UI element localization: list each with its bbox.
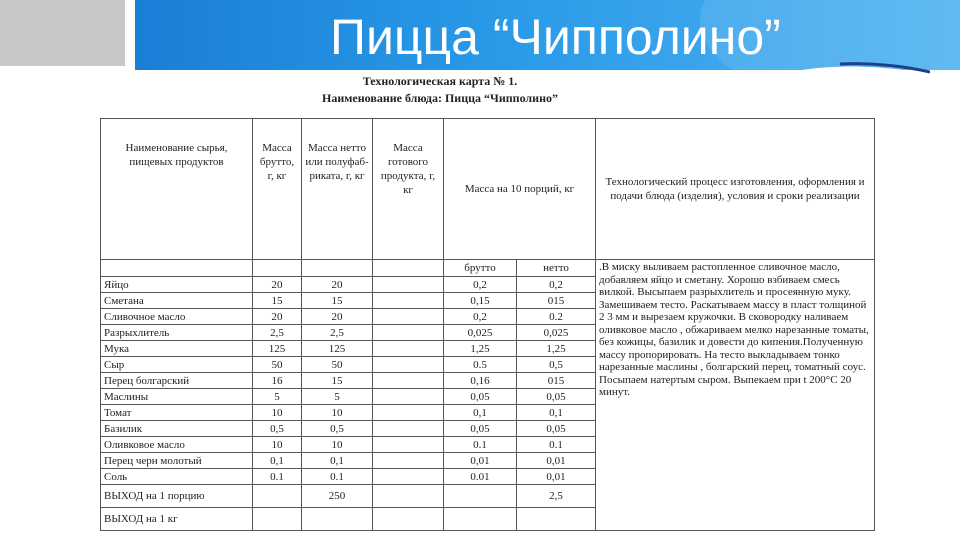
brutto-value: 16 [253, 373, 302, 389]
netto-value: 5 [302, 389, 373, 405]
header-per10: Масса на 10 порций, кг [444, 119, 596, 260]
brutto-value: 15 [253, 293, 302, 309]
brutto10-value: 0,15 [444, 293, 517, 309]
tech-card-title: Технологическая карта № 1. [362, 74, 518, 88]
brutto-value [253, 508, 302, 531]
ready-value [373, 485, 444, 508]
brutto10-value [444, 508, 517, 531]
netto10-value: 2,5 [517, 485, 596, 508]
netto10-value: 0.1 [517, 437, 596, 453]
netto-value: 0.1 [302, 469, 373, 485]
netto10-value: 0.2 [517, 309, 596, 325]
netto-value: 20 [302, 309, 373, 325]
netto10-value [517, 508, 596, 531]
netto10-value: 0,5 [517, 357, 596, 373]
cell-empty [253, 260, 302, 277]
ingredient-name: ВЫХОД на 1 кг [101, 508, 253, 531]
brutto-value: 10 [253, 437, 302, 453]
brutto10-value: 0.5 [444, 357, 517, 373]
ingredient-name: Сливочное масло [101, 309, 253, 325]
brutto-value: 125 [253, 341, 302, 357]
netto10-value: 015 [517, 373, 596, 389]
netto-value: 15 [302, 373, 373, 389]
ready-value [373, 508, 444, 531]
netto10-value: 1,25 [517, 341, 596, 357]
header-process: Технологический процесс изготовления, оформления и подачи блюда (изделия), условия и сроки реализации [596, 119, 875, 260]
ingredient-name: Томат [101, 405, 253, 421]
subheader-netto: нетто [517, 260, 596, 277]
netto10-value: 0,05 [517, 389, 596, 405]
netto10-value: 0,025 [517, 325, 596, 341]
header-name: Наименование сырья, пищевых продуктов [101, 119, 253, 260]
slide-title: Пицца “Чипполино” [330, 9, 781, 65]
ready-value [373, 389, 444, 405]
brutto10-value [444, 485, 517, 508]
header-brutto: Масса брутто, г, кг [253, 119, 302, 260]
netto-value: 50 [302, 357, 373, 373]
brutto10-value: 0,2 [444, 309, 517, 325]
brutto10-value: 0,05 [444, 389, 517, 405]
netto-value: 2,5 [302, 325, 373, 341]
cell-empty [302, 260, 373, 277]
netto-value: 20 [302, 277, 373, 293]
netto10-value: 015 [517, 293, 596, 309]
netto-value: 15 [302, 293, 373, 309]
netto10-value: 0,2 [517, 277, 596, 293]
brutto10-value: 0.01 [444, 469, 517, 485]
netto10-value: 0,1 [517, 405, 596, 421]
ready-value [373, 357, 444, 373]
netto-value: 10 [302, 405, 373, 421]
brutto-value: 0,1 [253, 453, 302, 469]
brutto10-value: 0.1 [444, 437, 517, 453]
ingredient-name: Мука [101, 341, 253, 357]
cell-empty [373, 260, 444, 277]
brutto-value: 20 [253, 309, 302, 325]
ready-value [373, 469, 444, 485]
netto-value [302, 508, 373, 531]
tech-card-table [100, 118, 875, 531]
brutto-value: 0,5 [253, 421, 302, 437]
netto-value: 250 [302, 485, 373, 508]
process-text: .В миску выливаем растопленное сливочное масло, добавляем яйцо и сметану. Хорошо взбиваем смесь вилкой. Высыпаем разрыхлитель и просеянную муку. Замешиваем тесто. Раскатываем массу в пласт толщиной 2 3 мм и вырезаем кружочки. В сковородку наливаем оливковое масло , обжариваем мелко нарезанные томаты, без кожицы, базилик и довести до кипения.Полученную массу пропорировать. На тесто выкладываем тонко нарезанные маслины , болгарский перец, томатный соус. Посыпаем натертым сыром. Выпекаем при t 200°C 20 минут. [596, 260, 875, 531]
netto-value: 0,1 [302, 453, 373, 469]
header-netto: Масса нетто или полуфаб-риката, г, кг [302, 119, 373, 260]
brutto-value [253, 485, 302, 508]
ready-value [373, 309, 444, 325]
brutto10-value: 0,025 [444, 325, 517, 341]
netto-value: 0,5 [302, 421, 373, 437]
brutto10-value: 0,05 [444, 421, 517, 437]
netto10-value: 0,01 [517, 453, 596, 469]
brutto10-value: 0,2 [444, 277, 517, 293]
netto-value: 10 [302, 437, 373, 453]
brutto10-value: 0,16 [444, 373, 517, 389]
header-ready: Масса готового продукта, г, кг [373, 119, 444, 260]
ready-value [373, 293, 444, 309]
brutto-value: 50 [253, 357, 302, 373]
brutto-value: 10 [253, 405, 302, 421]
cell-empty [101, 260, 253, 277]
brutto10-value: 0,1 [444, 405, 517, 421]
netto10-value: 0,05 [517, 421, 596, 437]
ingredient-name: Маслины [101, 389, 253, 405]
ingredient-name: Сметана [101, 293, 253, 309]
ingredient-name: ВЫХОД на 1 порцию [101, 485, 253, 508]
ready-value [373, 405, 444, 421]
brutto10-value: 1,25 [444, 341, 517, 357]
ingredient-name: Соль [101, 469, 253, 485]
ready-value [373, 373, 444, 389]
dish-name: Наименование блюда: Пицца “Чипполино” [321, 91, 558, 105]
ingredient-name: Перец болгарский [101, 373, 253, 389]
brutto10-value: 0,01 [444, 453, 517, 469]
ready-value [373, 341, 444, 357]
ingredient-name: Оливковое масло [101, 437, 253, 453]
subheader-brutto: брутто [444, 260, 517, 277]
ingredient-name: Сыр [101, 357, 253, 373]
ingredient-name: Перец черн молотый [101, 453, 253, 469]
ready-value [373, 421, 444, 437]
netto10-value: 0,01 [517, 469, 596, 485]
brutto-value: 5 [253, 389, 302, 405]
subheader-row [101, 260, 875, 277]
ready-value [373, 277, 444, 293]
brutto-value: 0.1 [253, 469, 302, 485]
ingredient-name: Разрыхлитель [101, 325, 253, 341]
ingredient-name: Яйцо [101, 277, 253, 293]
ready-value [373, 437, 444, 453]
netto-value: 125 [302, 341, 373, 357]
brutto-value: 20 [253, 277, 302, 293]
ready-value [373, 325, 444, 341]
ready-value [373, 453, 444, 469]
brutto-value: 2,5 [253, 325, 302, 341]
decorative-gray-block [0, 0, 125, 66]
ingredient-name: Базилик [101, 421, 253, 437]
